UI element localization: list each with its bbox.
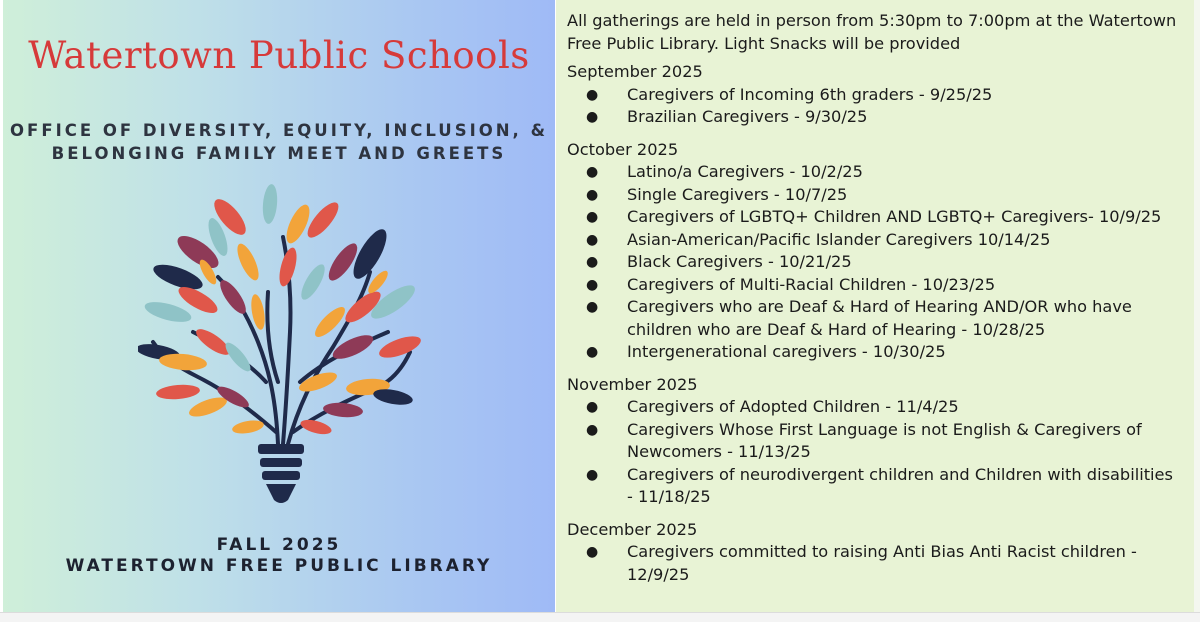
bullet-icon: ● xyxy=(586,344,599,360)
event-text: Caregivers of neurodivergent children and Children with disabilities - 11/18/25 xyxy=(627,464,1173,506)
event-item xyxy=(567,106,1182,129)
event-item xyxy=(567,206,1182,229)
event-item xyxy=(567,464,1182,509)
page-title: Watertown Public Schools xyxy=(28,34,530,77)
event-text: Caregivers of Incoming 6th graders - 9/25/25 xyxy=(627,84,993,104)
event-text: Caregivers who are Deaf & Hard of Hearing AND/OR who have children who are Deaf & Hard of Hearing - 10/28/25 xyxy=(627,297,1132,339)
bullet-icon: ● xyxy=(586,254,599,270)
bullet-icon: ● xyxy=(586,276,599,293)
event-list xyxy=(567,541,1182,586)
month-heading: December 2025 xyxy=(567,519,698,539)
month-heading: October 2025 xyxy=(567,139,679,159)
month-heading: September 2025 xyxy=(567,62,703,81)
event-text: Black Caregivers - 10/21/25 xyxy=(627,252,852,271)
flyer-season: FALL 2025 xyxy=(216,535,342,555)
event-text: Latino/a Caregivers - 10/2/25 xyxy=(627,162,863,181)
bullet-icon: ● xyxy=(586,466,599,483)
bullet-icon: ● xyxy=(586,299,599,315)
right-edge xyxy=(1194,0,1200,612)
schedule-months xyxy=(567,61,1182,586)
event-list xyxy=(567,396,1182,509)
flyer-subtitle xyxy=(3,119,555,165)
event-text: Intergenerational caregivers - 10/30/25 xyxy=(627,342,946,361)
subtitle-line-2: BELONGING FAMILY MEET AND GREETS xyxy=(51,144,507,163)
flyer-venue: WATERTOWN FREE PUBLIC LIBRARY xyxy=(65,556,493,576)
event-item xyxy=(567,296,1182,341)
bullet-icon: ● xyxy=(586,399,599,415)
bullet-icon: ● xyxy=(586,421,599,438)
schedule-panel xyxy=(556,0,1194,612)
event-text: Brazilian Caregivers - 9/30/25 xyxy=(627,107,868,126)
event-text: Single Caregivers - 10/7/25 xyxy=(627,184,848,204)
event-text: Caregivers committed to raising Anti Bias Anti Racist children - 12/9/25 xyxy=(627,542,1137,584)
event-item xyxy=(567,541,1182,586)
event-item xyxy=(567,419,1182,464)
bullet-icon: ● xyxy=(586,209,599,225)
event-list xyxy=(567,84,1182,129)
bullet-icon: ● xyxy=(586,109,599,125)
event-text: Caregivers Whose First Language is not English & Caregivers of Newcomers - 11/13/25 xyxy=(627,419,1142,461)
event-item xyxy=(567,251,1182,274)
schedule-content xyxy=(567,10,1182,596)
event-list xyxy=(567,161,1182,364)
bullet-icon: ● xyxy=(586,231,599,248)
event-text: Caregivers of Multi-Racial Children - 10/23/25 xyxy=(627,274,996,294)
event-item xyxy=(567,396,1182,419)
bullet-icon: ● xyxy=(586,186,599,203)
event-text: Caregivers of LGBTQ+ Children AND LGBTQ+ Caregivers- 10/9/25 xyxy=(627,207,1162,226)
event-item xyxy=(567,161,1182,184)
flyer-left-panel xyxy=(3,0,555,612)
event-item xyxy=(567,184,1182,207)
subtitle-line-1: OFFICE OF DIVERSITY, EQUITY, INCLUSION, & xyxy=(10,121,548,140)
event-item xyxy=(567,341,1182,364)
bullet-icon: ● xyxy=(586,164,599,180)
event-item xyxy=(567,84,1182,107)
tree-lightbulb-icon xyxy=(138,182,428,512)
bullet-icon: ● xyxy=(586,86,599,103)
month-heading: November 2025 xyxy=(567,374,698,394)
event-item xyxy=(567,229,1182,252)
event-text: Asian-American/Pacific Islander Caregivers 10/14/25 xyxy=(627,229,1051,249)
event-text: Caregivers of Adopted Children - 11/4/25 xyxy=(627,397,959,416)
schedule-intro: All gatherings are held in person from 5:30pm to 7:00pm at the Watertown Free Public Library. Light Snacks will be provided xyxy=(567,11,1177,53)
bullet-icon: ● xyxy=(586,544,599,560)
event-item xyxy=(567,274,1182,297)
